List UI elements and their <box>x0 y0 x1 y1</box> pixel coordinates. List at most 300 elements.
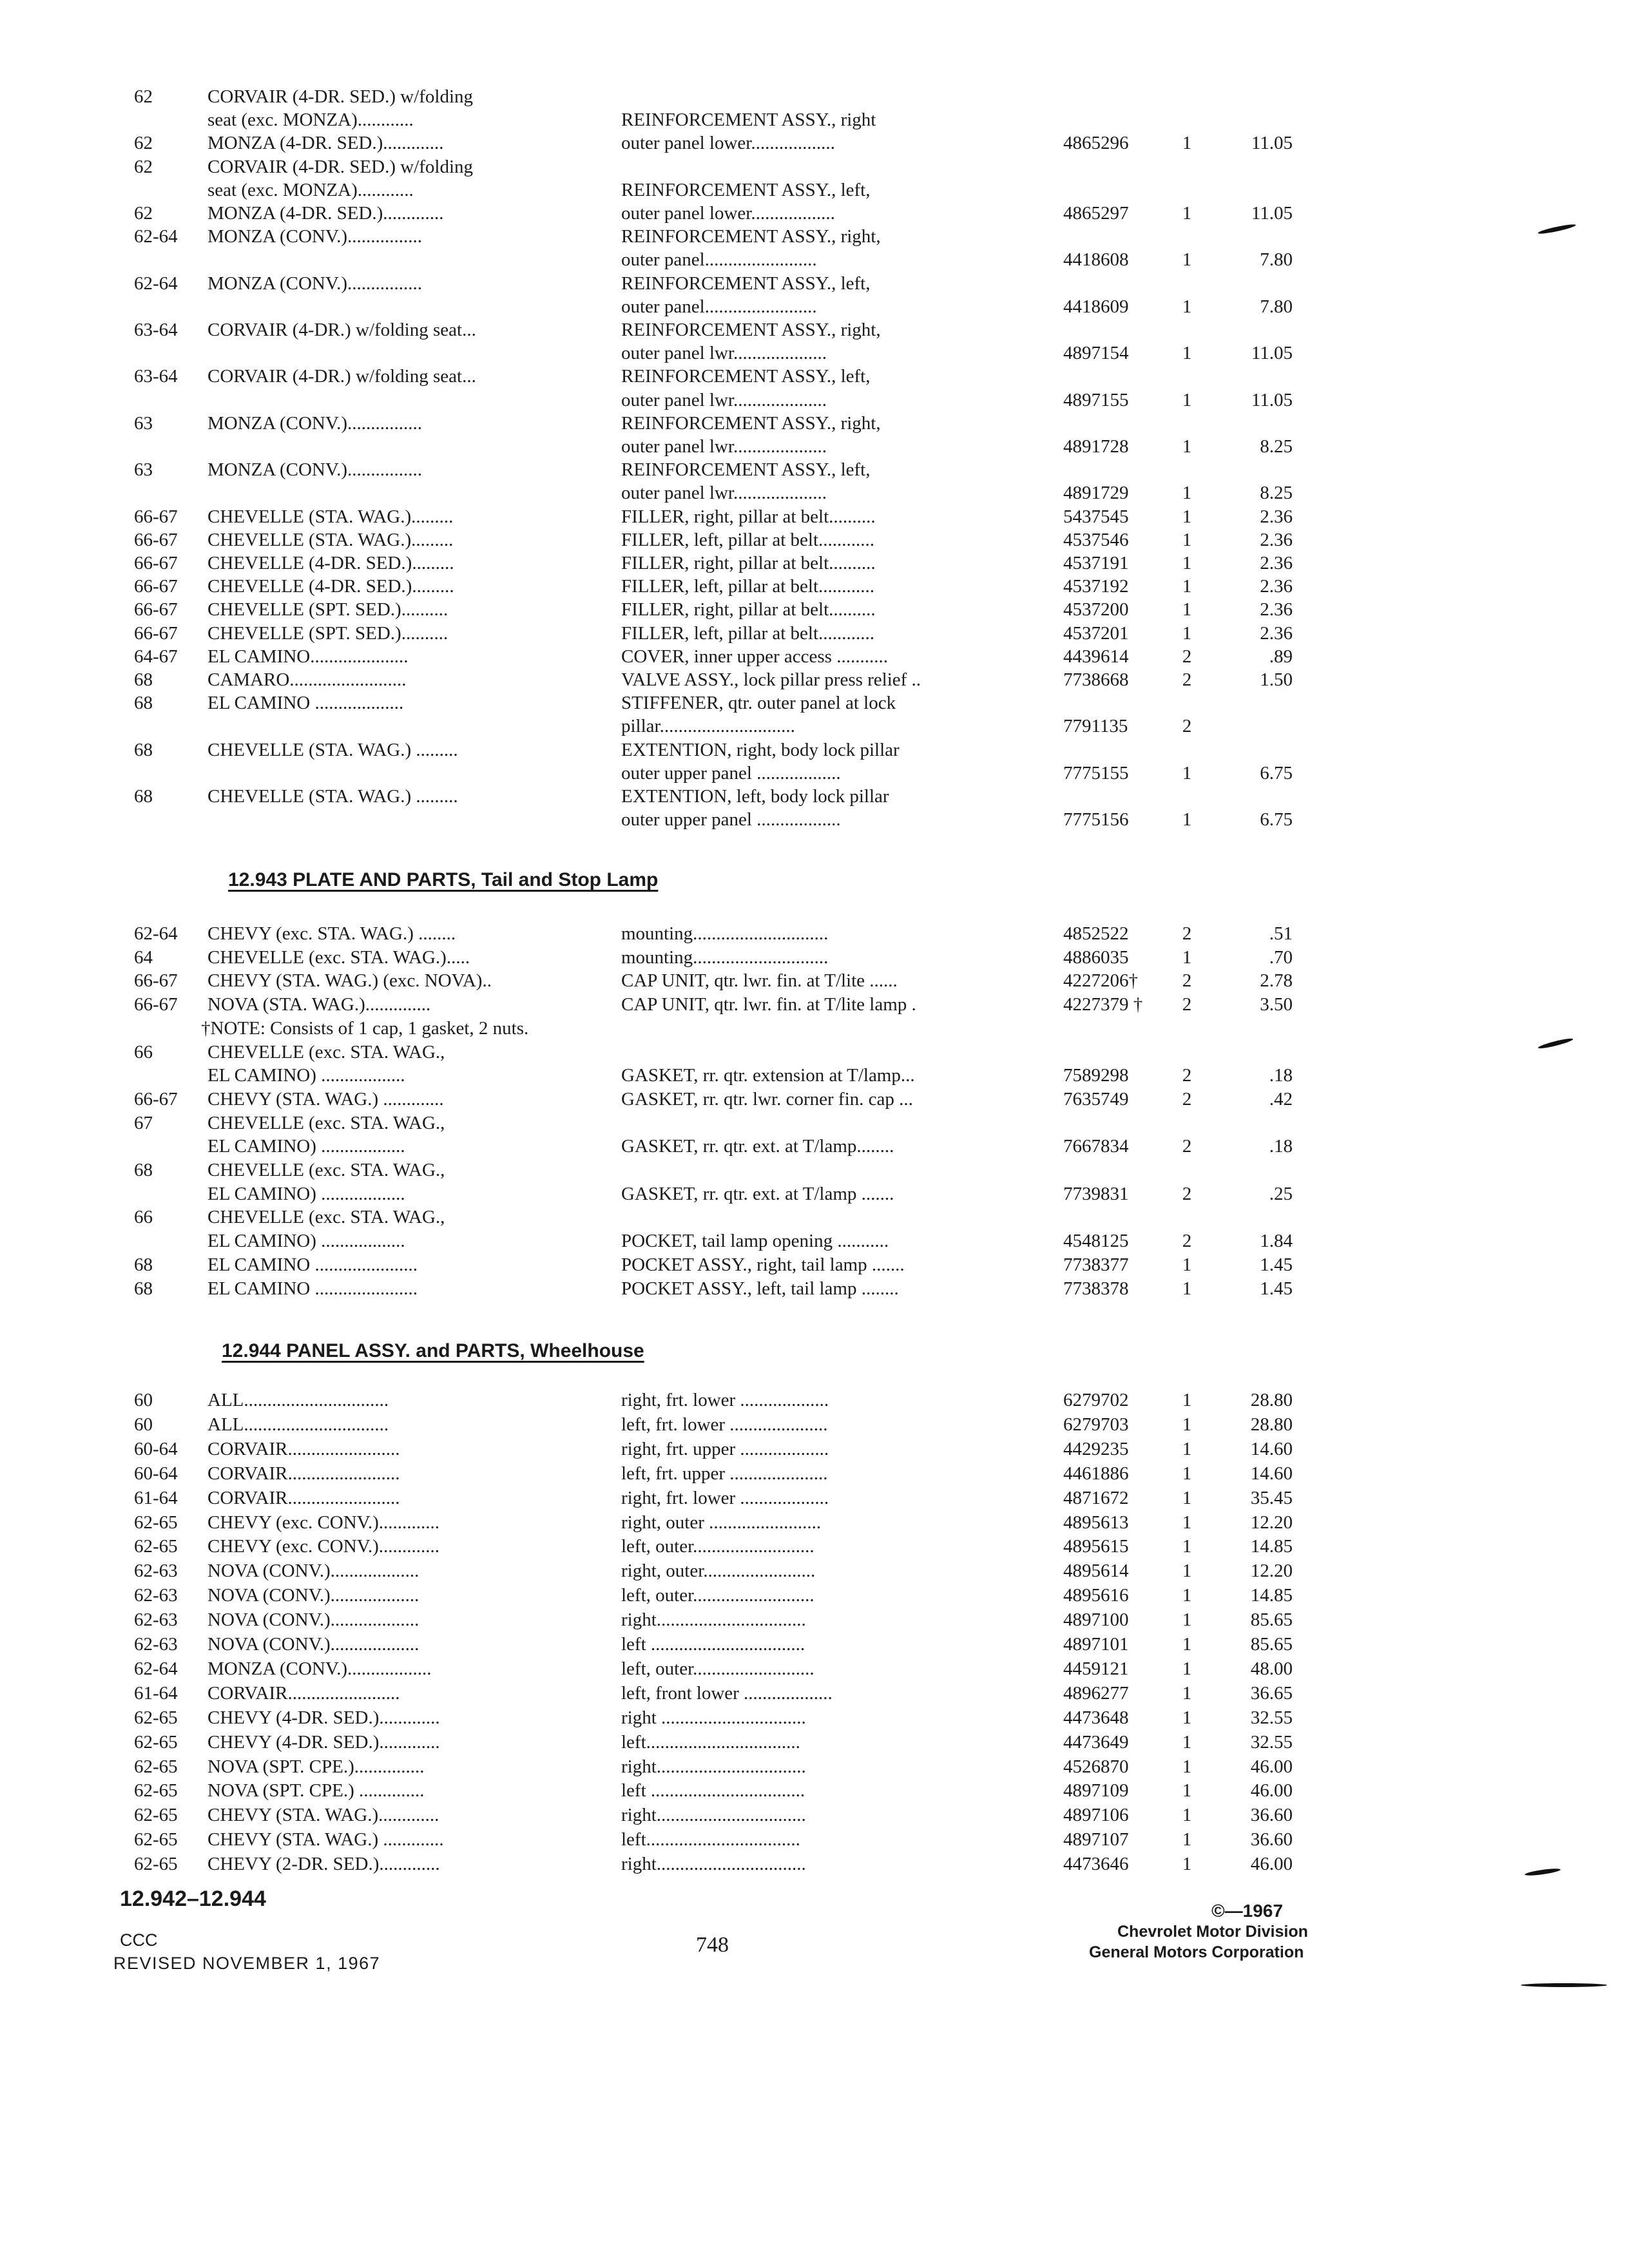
parts-row <box>0 1064 1629 1087</box>
part-number-cell: 4891729 <box>1063 483 1129 503</box>
model-cell: CHEVY (4-DR. SED.)............. <box>207 1707 440 1728</box>
model-cell: CHEVELLE (4-DR. SED.)......... <box>207 553 454 573</box>
year-cell: 62-63 <box>134 1634 178 1655</box>
price-cell: 1.45 <box>1260 1278 1293 1299</box>
price-cell: 28.80 <box>1250 1414 1293 1435</box>
quantity-cell: 1 <box>1182 809 1192 830</box>
price-cell: 11.05 <box>1251 343 1293 363</box>
quantity-cell: 1 <box>1182 1610 1192 1630</box>
model-cell: EL CAMINO..................... <box>207 646 409 667</box>
parts-row <box>0 1135 1629 1158</box>
description-cell: POCKET ASSY., left, tail lamp ........ <box>621 1278 899 1299</box>
parts-row <box>0 202 1629 225</box>
part-number-cell: 4473648 <box>1063 1707 1129 1728</box>
footer-revised: REVISED NOVEMBER 1, 1967 <box>113 1954 381 1973</box>
description-cell: outer panel lwr.................... <box>621 343 827 363</box>
year-cell: 60-64 <box>134 1463 178 1484</box>
parts-row <box>0 1682 1629 1705</box>
price-cell: 36.65 <box>1250 1683 1293 1704</box>
price-cell: 1.45 <box>1260 1254 1293 1275</box>
quantity-cell: 1 <box>1182 1278 1192 1299</box>
description-cell: right, frt. lower ................... <box>621 1390 829 1410</box>
model-cell: EL CAMINO ................... <box>207 693 404 713</box>
year-cell: 68 <box>134 693 153 713</box>
model-cell: NOVA (CONV.)................... <box>207 1585 419 1606</box>
price-cell: 6.75 <box>1260 809 1293 830</box>
price-cell: 1.50 <box>1260 669 1293 690</box>
year-cell: 60-64 <box>134 1439 178 1459</box>
description-cell: VALVE ASSY., lock pillar press relief .. <box>621 669 921 690</box>
year-cell: 62-64 <box>134 923 178 944</box>
quantity-cell: 1 <box>1182 1707 1192 1728</box>
model-cell: CORVAIR........................ <box>207 1488 400 1508</box>
description-cell: CAP UNIT, qtr. lwr. fin. at T/lite ...... <box>621 970 898 991</box>
year-cell: 62-63 <box>134 1561 178 1581</box>
year-cell: 66-67 <box>134 553 178 573</box>
part-number-cell: 4897154 <box>1063 343 1129 363</box>
quantity-cell: 2 <box>1182 994 1192 1015</box>
description-cell: right................................ <box>621 1610 806 1630</box>
description-cell: outer panel lwr.................... <box>621 390 827 410</box>
description-cell: right, outer........................ <box>621 1561 816 1581</box>
quantity-cell: 1 <box>1182 763 1192 783</box>
price-cell: .18 <box>1269 1136 1293 1157</box>
price-cell: .42 <box>1269 1089 1293 1110</box>
price-cell: 2.78 <box>1260 970 1293 991</box>
part-number-cell: 4461886 <box>1063 1463 1129 1484</box>
model-cell: CHEVY (STA. WAG.) (exc. NOVA).. <box>207 970 492 991</box>
part-number-cell: 4537191 <box>1063 553 1129 573</box>
quantity-cell: 1 <box>1182 343 1192 363</box>
quantity-cell: 1 <box>1182 1488 1192 1508</box>
model-cell: ALL............................... <box>207 1414 389 1435</box>
model-cell: NOVA (CONV.)................... <box>207 1634 419 1655</box>
model-cell: CHEVELLE (exc. STA. WAG., <box>207 1207 445 1227</box>
description-cell: FILLER, right, pillar at belt.......... <box>621 553 876 573</box>
description-cell: STIFFENER, qtr. outer panel at lock <box>621 693 896 713</box>
part-number-cell: 4897109 <box>1063 1780 1129 1801</box>
description-cell: mounting............................. <box>621 947 829 968</box>
description-cell: right................................ <box>621 1854 806 1874</box>
footer-page-number: 748 <box>696 1933 729 1957</box>
parts-row <box>0 365 1629 388</box>
parts-row <box>0 1111 1629 1135</box>
part-number-cell: 4897106 <box>1063 1805 1129 1825</box>
description-cell: outer panel lwr.................... <box>621 483 827 503</box>
part-number-cell: 7738668 <box>1063 669 1129 690</box>
quantity-cell: 1 <box>1182 1463 1192 1484</box>
description-cell: REINFORCEMENT ASSY., left, <box>621 459 871 480</box>
price-cell: 14.85 <box>1250 1536 1293 1557</box>
part-number-cell: 4537192 <box>1063 576 1129 597</box>
model-cell: CHEVELLE (exc. STA. WAG., <box>207 1042 445 1062</box>
quantity-cell: 1 <box>1182 1536 1192 1557</box>
parts-row <box>0 691 1629 715</box>
part-number-cell: 4459121 <box>1063 1658 1129 1679</box>
footer-copyright: ©—1967 <box>1211 1901 1283 1921</box>
parts-row <box>0 552 1629 575</box>
model-cell: MONZA (CONV.)................ <box>207 273 422 294</box>
part-number-cell: 4473649 <box>1063 1732 1129 1753</box>
description-cell: GASKET, rr. qtr. ext. at T/lamp........ <box>621 1136 894 1157</box>
description-cell: REINFORCEMENT ASSY., left, <box>621 366 871 387</box>
model-cell: MONZA (CONV.).................. <box>207 1658 432 1679</box>
price-cell: 12.20 <box>1250 1561 1293 1581</box>
parts-row <box>0 1486 1629 1510</box>
quantity-cell: 2 <box>1182 669 1192 690</box>
model-cell: NOVA (SPT. CPE.)............... <box>207 1756 425 1777</box>
part-number-cell: 4897155 <box>1063 390 1129 410</box>
price-cell: 36.60 <box>1250 1805 1293 1825</box>
price-cell: 1.84 <box>1260 1231 1293 1251</box>
price-cell: 2.36 <box>1260 623 1293 644</box>
model-cell: CHEVY (2-DR. SED.)............. <box>207 1854 440 1874</box>
description-cell: left, frt. lower ..................... <box>621 1414 828 1435</box>
model-cell: CHEVELLE (SPT. SED.).......... <box>207 599 448 620</box>
part-number-cell: 6279702 <box>1063 1390 1129 1410</box>
description-cell: FILLER, right, pillar at belt.......... <box>621 599 876 620</box>
year-cell: 62-64 <box>134 1658 178 1679</box>
year-cell: 62-64 <box>134 273 178 294</box>
part-number-cell: 4439614 <box>1063 646 1129 667</box>
part-number-cell: 4895616 <box>1063 1585 1129 1606</box>
part-number-cell: 4897101 <box>1063 1634 1129 1655</box>
description-cell: outer upper panel .................. <box>621 809 841 830</box>
model-cell: CHEVY (exc. STA. WAG.) ........ <box>207 923 456 944</box>
footer-section-range: 12.942–12.944 <box>120 1887 266 1911</box>
quantity-cell: 1 <box>1182 1805 1192 1825</box>
part-number-cell: 4896277 <box>1063 1683 1129 1704</box>
model-cell: MONZA (CONV.)................ <box>207 413 422 434</box>
price-cell: 11.05 <box>1251 390 1293 410</box>
price-cell: 46.00 <box>1250 1854 1293 1874</box>
model-cell: CHEVELLE (STA. WAG.) ......... <box>207 740 458 760</box>
model-cell: ALL............................... <box>207 1390 389 1410</box>
model-cell: MONZA (CONV.)................ <box>207 226 422 247</box>
year-cell: 62-65 <box>134 1512 178 1533</box>
parts-row <box>0 108 1629 131</box>
quantity-cell: 2 <box>1182 716 1192 736</box>
description-cell: GASKET, rr. qtr. ext. at T/lamp ....... <box>621 1184 894 1204</box>
year-cell: 62-65 <box>134 1732 178 1753</box>
quantity-cell: 1 <box>1182 1683 1192 1704</box>
description-cell: left................................. <box>621 1732 800 1753</box>
parts-row <box>0 225 1629 248</box>
price-cell: 6.75 <box>1260 763 1293 783</box>
part-number-cell: 4865297 <box>1063 203 1129 224</box>
year-cell: 66-67 <box>134 623 178 644</box>
parts-row <box>0 458 1629 481</box>
year-cell: 62-65 <box>134 1829 178 1850</box>
quantity-cell: 1 <box>1182 1829 1192 1850</box>
part-number-cell: 7775156 <box>1063 809 1129 830</box>
part-number-cell: 4227206† <box>1063 970 1138 991</box>
quantity-cell: 1 <box>1182 390 1192 410</box>
quantity-cell: 1 <box>1182 1414 1192 1435</box>
description-cell: POCKET, tail lamp opening ........... <box>621 1231 889 1251</box>
parts-row <box>0 318 1629 341</box>
model-cell: CHEVY (STA. WAG.)............. <box>207 1805 439 1825</box>
quantity-cell: 2 <box>1182 1184 1192 1204</box>
parts-row <box>0 1657 1629 1680</box>
part-number-cell: 4526870 <box>1063 1756 1129 1777</box>
parts-row <box>0 1088 1629 1111</box>
year-cell: 66-67 <box>134 506 178 527</box>
model-cell: CHEVELLE (STA. WAG.) ......... <box>207 786 458 807</box>
year-cell: 68 <box>134 786 153 807</box>
part-number-cell: 4537200 <box>1063 599 1129 620</box>
year-cell: 66-67 <box>134 970 178 991</box>
year-cell: 62 <box>134 203 153 224</box>
quantity-cell: 2 <box>1182 923 1192 944</box>
parts-row <box>0 272 1629 295</box>
quantity-cell: 1 <box>1182 1439 1192 1459</box>
price-cell: 2.36 <box>1260 599 1293 620</box>
part-number-cell: 4537546 <box>1063 530 1129 550</box>
parts-row <box>0 785 1629 808</box>
parts-row <box>0 178 1629 202</box>
parts-row <box>0 481 1629 505</box>
parts-row <box>0 1803 1629 1827</box>
year-cell: 61-64 <box>134 1683 178 1704</box>
year-cell: 66 <box>134 1042 153 1062</box>
description-cell: mounting............................. <box>621 923 829 944</box>
price-cell: .89 <box>1269 646 1293 667</box>
parts-row <box>0 1584 1629 1607</box>
quantity-cell: 1 <box>1182 553 1192 573</box>
quantity-cell: 1 <box>1182 1756 1192 1777</box>
description-cell: left, front lower ................... <box>621 1683 833 1704</box>
description-cell: right, frt. upper ................... <box>621 1439 829 1459</box>
year-cell: 62-65 <box>134 1854 178 1874</box>
year-cell: 62 <box>134 133 153 153</box>
model-cell: CORVAIR........................ <box>207 1439 400 1459</box>
parts-row <box>0 295 1629 318</box>
parts-row <box>0 738 1629 762</box>
model-cell: CHEVELLE (exc. STA. WAG.)..... <box>207 947 470 968</box>
quantity-cell: 1 <box>1182 947 1192 968</box>
model-cell: CHEVELLE (SPT. SED.).......... <box>207 623 448 644</box>
quantity-cell: 2 <box>1182 1089 1192 1110</box>
description-cell: FILLER, left, pillar at belt............ <box>621 530 875 550</box>
parts-row <box>0 1559 1629 1582</box>
part-number-cell: 7775155 <box>1063 763 1129 783</box>
price-cell: 3.50 <box>1260 994 1293 1015</box>
description-cell: FILLER, left, pillar at belt............ <box>621 576 875 597</box>
parts-row <box>0 1041 1629 1064</box>
description-cell: CAP UNIT, qtr. lwr. fin. at T/lite lamp . <box>621 994 916 1015</box>
parts-row <box>0 248 1629 271</box>
price-cell: 46.00 <box>1250 1756 1293 1777</box>
price-cell: 48.00 <box>1250 1658 1293 1679</box>
parts-row <box>0 1206 1629 1229</box>
price-cell: 2.36 <box>1260 530 1293 550</box>
parts-row <box>0 85 1629 108</box>
price-cell: 85.65 <box>1250 1610 1293 1630</box>
description-cell: right ............................... <box>621 1707 806 1728</box>
description-cell: pillar............................. <box>621 716 795 736</box>
description-cell: outer panel lower.................. <box>621 133 835 153</box>
description-cell: left, outer.......................... <box>621 1585 815 1606</box>
year-cell: 66-67 <box>134 1089 178 1110</box>
model-cell: NOVA (CONV.)................... <box>207 1610 419 1630</box>
year-cell: 62-65 <box>134 1707 178 1728</box>
price-cell: 8.25 <box>1260 436 1293 457</box>
year-cell: 66-67 <box>134 994 178 1015</box>
part-number-cell: 4871672 <box>1063 1488 1129 1508</box>
parts-row <box>0 1277 1629 1300</box>
description-cell: left ................................. <box>621 1780 805 1801</box>
description-cell: REINFORCEMENT ASSY., left, <box>621 273 871 294</box>
year-cell: 64-67 <box>134 646 178 667</box>
model-cell: CORVAIR (4-DR. SED.) w/folding <box>207 157 474 177</box>
price-cell: 28.80 <box>1250 1390 1293 1410</box>
price-cell: .70 <box>1269 947 1293 968</box>
model-cell: CHEVELLE (STA. WAG.)......... <box>207 530 454 550</box>
year-cell: 63 <box>134 459 153 480</box>
year-cell: 62 <box>134 157 153 177</box>
parts-row <box>0 412 1629 435</box>
model-cell: NOVA (SPT. CPE.) .............. <box>207 1780 425 1801</box>
description-cell: outer panel lwr.................... <box>621 436 827 457</box>
model-cell: EL CAMINO) .................. <box>207 1136 405 1157</box>
quantity-cell: 1 <box>1182 1390 1192 1410</box>
quantity-cell: 1 <box>1182 530 1192 550</box>
parts-row <box>0 993 1629 1016</box>
price-cell: 85.65 <box>1250 1634 1293 1655</box>
part-number-cell: 4852522 <box>1063 923 1129 944</box>
description-cell: COVER, inner upper access ........... <box>621 646 888 667</box>
parts-row <box>0 1182 1629 1206</box>
part-number-cell: 7738378 <box>1063 1278 1129 1299</box>
description-cell: outer panel........................ <box>621 249 817 270</box>
year-cell: 64 <box>134 947 153 968</box>
model-cell: EL CAMINO ...................... <box>207 1278 418 1299</box>
parts-row <box>0 1511 1629 1534</box>
description-cell: outer panel lower.................. <box>621 203 835 224</box>
year-cell: 62-63 <box>134 1610 178 1630</box>
part-number-cell: 4865296 <box>1063 133 1129 153</box>
quantity-cell: 1 <box>1182 576 1192 597</box>
year-cell: 66-67 <box>134 530 178 550</box>
year-cell: 62-63 <box>134 1585 178 1606</box>
parts-row <box>0 946 1629 969</box>
model-cell: CAMARO......................... <box>207 669 407 690</box>
quantity-cell: 1 <box>1182 203 1192 224</box>
quantity-cell: 1 <box>1182 1634 1192 1655</box>
price-cell: 7.80 <box>1260 249 1293 270</box>
parts-row <box>0 1389 1629 1412</box>
description-cell: POCKET ASSY., right, tail lamp ....... <box>621 1254 905 1275</box>
parts-row <box>0 645 1629 668</box>
part-number-cell: 4548125 <box>1063 1231 1129 1251</box>
parts-row <box>0 808 1629 831</box>
price-cell: 12.20 <box>1250 1512 1293 1533</box>
parts-row <box>0 1017 1629 1040</box>
description-cell: REINFORCEMENT ASSY., right, <box>621 320 881 340</box>
model-cell: CHEVY (STA. WAG.) ............. <box>207 1089 444 1110</box>
year-cell: 68 <box>134 1254 153 1275</box>
parts-row <box>0 1706 1629 1729</box>
description-cell: left, frt. upper ..................... <box>621 1463 828 1484</box>
part-number-cell: 4895615 <box>1063 1536 1129 1557</box>
description-cell: right................................ <box>621 1756 806 1777</box>
description-cell: outer panel........................ <box>621 296 817 317</box>
price-cell: 7.80 <box>1260 296 1293 317</box>
description-cell: EXTENTION, right, body lock pillar <box>621 740 900 760</box>
parts-row <box>0 1828 1629 1851</box>
part-number-cell: 4895614 <box>1063 1561 1129 1581</box>
price-cell: 2.36 <box>1260 506 1293 527</box>
parts-row <box>0 762 1629 785</box>
year-cell: 62-65 <box>134 1780 178 1801</box>
model-cell: CHEVY (STA. WAG.) ............. <box>207 1829 444 1850</box>
description-cell: right................................ <box>621 1805 806 1825</box>
year-cell: 66 <box>134 1207 153 1227</box>
model-cell: CHEVY (4-DR. SED.)............. <box>207 1732 440 1753</box>
year-cell: 62-64 <box>134 226 178 247</box>
price-cell: 32.55 <box>1250 1732 1293 1753</box>
parts-row <box>0 922 1629 945</box>
price-cell: 14.60 <box>1250 1439 1293 1459</box>
year-cell: 62-65 <box>134 1805 178 1825</box>
model-cell: CORVAIR (4-DR.) w/folding seat... <box>207 320 476 340</box>
year-cell: 68 <box>134 1160 153 1180</box>
year-cell: 63-64 <box>134 366 178 387</box>
model-cell: EL CAMINO) .................. <box>207 1231 405 1251</box>
quantity-cell: 1 <box>1182 1512 1192 1533</box>
price-cell: 36.60 <box>1250 1829 1293 1850</box>
parts-row <box>0 1413 1629 1436</box>
model-cell: seat (exc. MONZA)............ <box>207 110 414 130</box>
price-cell: 2.36 <box>1260 576 1293 597</box>
part-number-cell: 4537201 <box>1063 623 1129 644</box>
quantity-cell: 1 <box>1182 1658 1192 1679</box>
price-cell: 14.60 <box>1250 1463 1293 1484</box>
quantity-cell: 1 <box>1182 1732 1192 1753</box>
parts-row <box>0 1462 1629 1485</box>
description-cell: FILLER, right, pillar at belt.......... <box>621 506 876 527</box>
quantity-cell: 1 <box>1182 506 1192 527</box>
parts-row <box>0 155 1629 178</box>
description-cell: EXTENTION, left, body lock pillar <box>621 786 889 807</box>
price-cell: 46.00 <box>1250 1780 1293 1801</box>
quantity-cell: 1 <box>1182 1561 1192 1581</box>
description-cell: outer upper panel .................. <box>621 763 841 783</box>
description-cell: right, frt. lower ................... <box>621 1488 829 1508</box>
part-number-cell: 5437545 <box>1063 506 1129 527</box>
price-cell: 2.36 <box>1260 553 1293 573</box>
parts-row <box>0 1779 1629 1802</box>
part-number-cell: 4429235 <box>1063 1439 1129 1459</box>
year-cell: 68 <box>134 1278 153 1299</box>
model-cell: NOVA (STA. WAG.).............. <box>207 994 431 1015</box>
year-cell: 63-64 <box>134 320 178 340</box>
price-cell: 32.55 <box>1250 1707 1293 1728</box>
quantity-cell: 1 <box>1182 249 1192 270</box>
parts-row <box>0 1633 1629 1656</box>
price-cell: 11.05 <box>1251 203 1293 224</box>
quantity-cell: 2 <box>1182 1231 1192 1251</box>
parts-row <box>0 1437 1629 1461</box>
quantity-cell: 1 <box>1182 436 1192 457</box>
footer-corporation: General Motors Corporation <box>1089 1943 1304 1961</box>
parts-row <box>0 505 1629 528</box>
description-cell: REINFORCEMENT ASSY., right <box>621 110 876 130</box>
model-cell: CORVAIR (4-DR.) w/folding seat... <box>207 366 476 387</box>
model-cell: CORVAIR........................ <box>207 1683 400 1704</box>
parts-row <box>0 1158 1629 1182</box>
